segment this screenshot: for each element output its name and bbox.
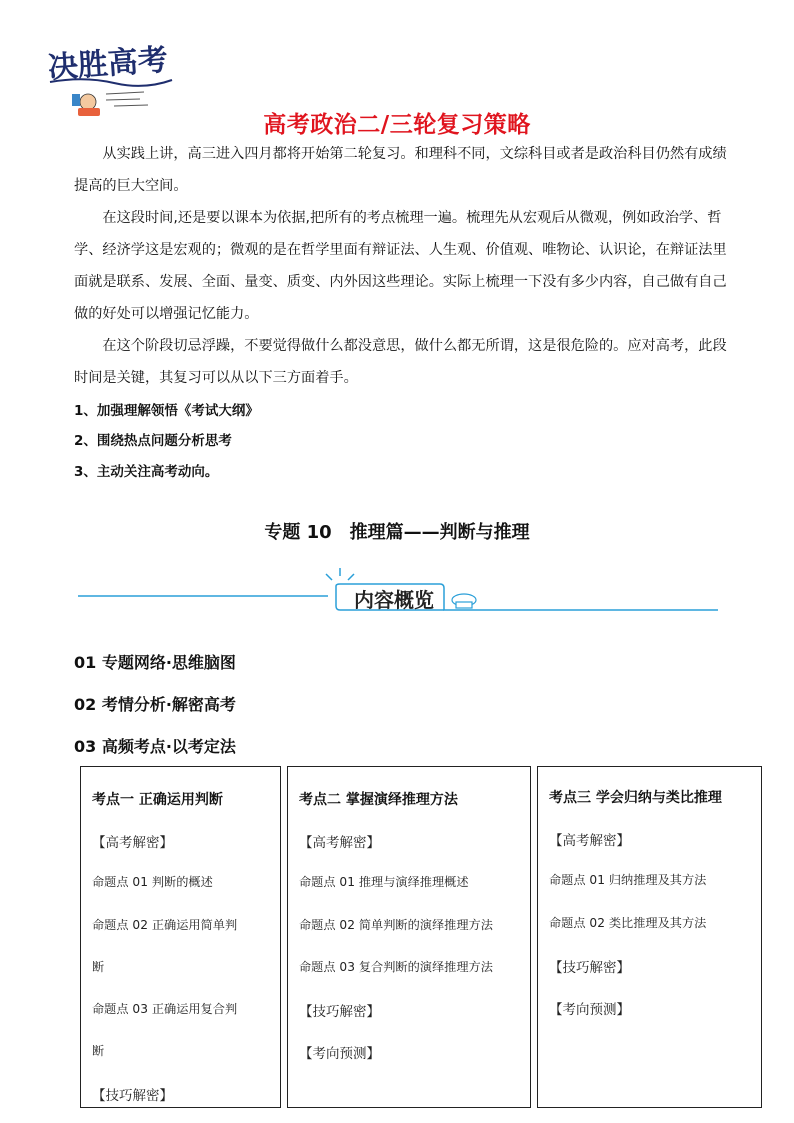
box-line: 命题点 02 正确运用简单判	[92, 918, 238, 932]
box-line: 【高考解密】	[92, 835, 173, 851]
intro-paragraph-1: 从实践上讲，高三进入四月都将开始第二轮复习。和理科不同，文综科目或者是政治科目仍然有成绩提高的巨大空间。	[74, 146, 727, 194]
box-line: 命题点 01 推理与演绎推理概述	[299, 875, 469, 889]
topic-title: 专题 10 推理篇——判断与推理	[264, 522, 530, 543]
section-key-points: 03 高频考点·以考定法	[74, 737, 236, 756]
box-line: 断	[92, 960, 105, 974]
box-line: 【技巧解密】	[549, 960, 630, 976]
overview-label: 内容概览	[354, 588, 434, 612]
box-line: 【高考解密】	[549, 833, 630, 849]
box-line: 【技巧解密】	[299, 1004, 380, 1020]
sparkle-icon	[326, 568, 354, 580]
box-title: 考点三 学会归纳与类比推理	[549, 790, 722, 806]
box-line: 命题点 01 判断的概述	[92, 875, 213, 889]
strategy-2: 2、围绕热点问题分析思考	[74, 433, 232, 449]
exam-point-box-2	[287, 766, 531, 1108]
box-line: 命题点 02 类比推理及其方法	[549, 916, 707, 930]
box-line: 命题点 01 归纳推理及其方法	[549, 873, 707, 887]
box-title: 考点一 正确运用判断	[92, 792, 223, 808]
box-title: 考点二 掌握演绎推理方法	[299, 792, 458, 808]
intro-paragraph-3: 在这个阶段切忌浮躁，不要觉得做什么都没意思，做什么都无所谓，这是很危险的。应对高考，此段时间是关键，其复习可以从以下三方面着手。	[74, 338, 727, 386]
exam-point-box-3	[537, 766, 762, 1108]
logo-text: 决胜高考	[46, 42, 169, 86]
box-line: 【高考解密】	[299, 835, 380, 851]
intro-paragraph-2: 在这段时间,还是要以课本为依据,把所有的考点梳理一遍。梳理先从宏观后从微观，例如政治学、哲学、经济学这是宏观的；微观的是在哲学里面有辩证法、人生观、价值观、唯物论、认识论，在辩证法里面就是联系、发展、全面、量变、质变、内外因这些理论。实际上梳理一下没有多少内容，自己做有自己做的好处可以增强记忆能力。	[74, 210, 727, 322]
strategy-1: 1、加强理解领悟《考试大纲》	[74, 403, 259, 419]
box-line: 【考向预测】	[299, 1046, 380, 1062]
intro-text	[74, 138, 734, 394]
box-line: 命题点 02 简单判断的演绎推理方法	[299, 918, 493, 932]
section-mind-map: 01 专题网络·思维脑图	[74, 653, 236, 672]
exam-point-box-1	[80, 766, 281, 1108]
overview-banner	[78, 564, 718, 620]
box-line: 【考向预测】	[549, 1002, 630, 1018]
box-line: 命题点 03 复合判断的演绎推理方法	[299, 960, 493, 974]
box-line: 【技巧解密】	[92, 1088, 173, 1104]
strategy-3: 3、主动关注高考动向。	[74, 464, 219, 480]
box-line: 命题点 03 正确运用复合判	[92, 1002, 238, 1016]
document-title: 高考政治二/三轮复习策略	[263, 112, 531, 138]
section-exam-analysis: 02 考情分析·解密高考	[74, 695, 236, 714]
chef-hat-icon	[452, 594, 476, 608]
box-line: 断	[92, 1044, 105, 1058]
